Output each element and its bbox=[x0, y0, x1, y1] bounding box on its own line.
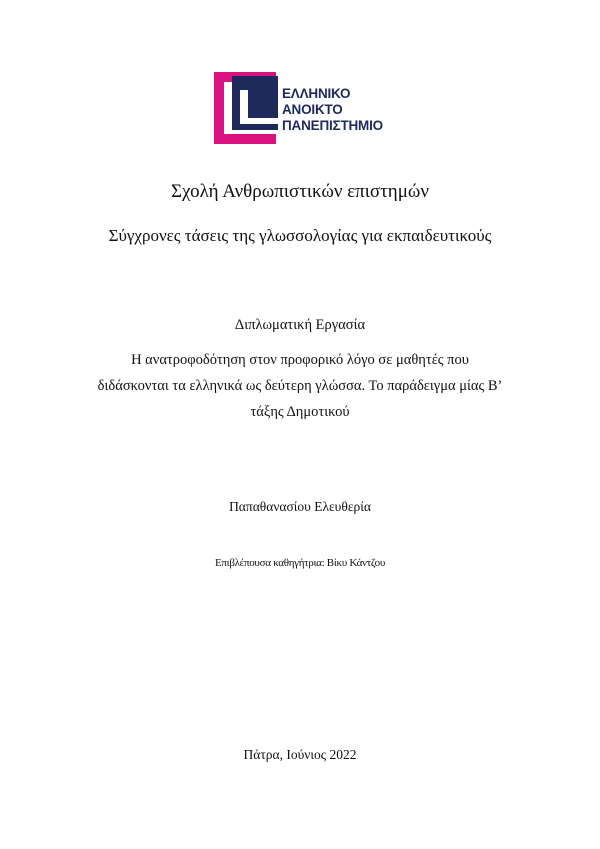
school-name: Σχολή Ανθρωπιστικών επιστημών bbox=[171, 181, 429, 202]
thesis-title-line-2: διδάσκονται τα ελληνικά ως δεύτερη γλώσσα. Το παράδειγμα μίας Β’ bbox=[97, 378, 503, 394]
logo-wordmark bbox=[282, 86, 383, 134]
university-logo bbox=[208, 72, 398, 144]
program-name: Σύγχρονες τάσεις της γλωσσολογίας για εκπαιδευτικούς bbox=[108, 226, 492, 245]
thesis-type: Διπλωματική Εργασία bbox=[234, 317, 366, 333]
thesis-title-line-1: Η ανατροφοδότηση στον προφορικό λόγο σε μαθητές που bbox=[131, 352, 469, 368]
supervisor: Επιβλέπουσα καθηγήτρια: Βίκυ Κάντζου bbox=[214, 557, 386, 569]
logo-line-1: ΕΛΛΗΝΙΚΟ bbox=[282, 86, 351, 101]
thesis-title bbox=[60, 347, 540, 425]
place-date: Πάτρα, Ιούνιος 2022 bbox=[243, 747, 357, 762]
logo-line-2: ΑΝΟΙΚΤΟ bbox=[282, 102, 343, 117]
logo-mark-icon bbox=[208, 72, 278, 144]
author-name: Παπαθανασίου Ελευθερία bbox=[229, 499, 371, 514]
logo-line-3: ΠΑΝΕΠΙΣΤΗΜΙΟ bbox=[282, 118, 383, 133]
thesis-title-line-3: τάξης Δημοτικού bbox=[250, 404, 350, 420]
